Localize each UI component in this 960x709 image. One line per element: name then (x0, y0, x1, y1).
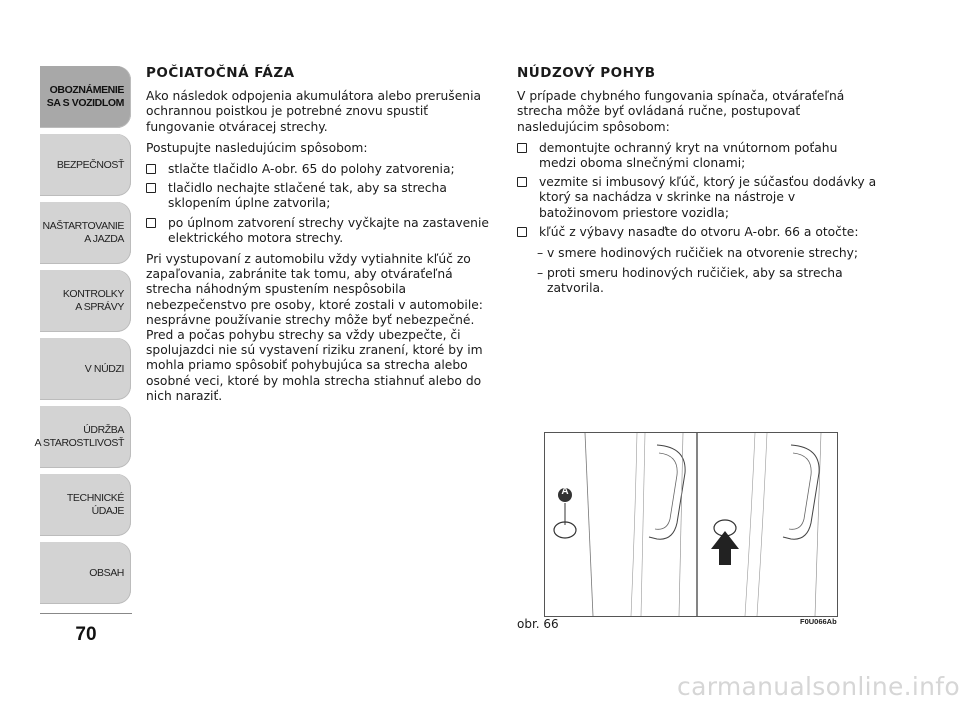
warning-paragraph: Pri vystupovaní z automobilu vždy vytiahnite kľúč zo zapaľovania, zabránite tak tomu, aby otváraťeľná strecha náhodným spustením nespôsobila nebezpečenstvo pre osoby, ktoré zostali v automobile: nesprávne používanie strechy môže byť nebezpečné. Pred a počas pohybu strechy sa vždy ubezpečte, či spolujazdci nie sú vystavení riziku zranení, ktoré by im mohla priamo spôsobiť pohybujúca sa strecha alebo osobné veci, ktoré by mohla strecha stiahnuť alebo do nich naraziť. (146, 252, 483, 403)
sidebar-tab-label: KONTROLKY (62, 288, 124, 300)
sidebar-tab[interactable] (34, 406, 131, 468)
sidebar-tab-label: NAŠTARTOVANIE (42, 220, 124, 232)
list-item: stlačte tlačidlo A-obr. 65 do polohy zatvorenia; (146, 162, 496, 177)
watermark-text: carmanualsonline.info (677, 672, 960, 701)
checkbox-bullet-icon (517, 227, 527, 237)
right-column (517, 66, 877, 302)
left-column (146, 66, 496, 410)
checkbox-bullet-icon (146, 164, 156, 174)
paragraph: Ako následok odpojenia akumulátora alebo prerušenia ochrannou poistkou je potrebné znovu spustiť fungovanie otváracej strechy. (146, 89, 482, 134)
sidebar-tab[interactable] (40, 270, 131, 332)
dash-item: – proti smeru hodinových ručičiek, aby sa strecha zatvorila. (537, 266, 843, 296)
sidebar-tab[interactable] (40, 338, 131, 400)
figure-caption: obr. 66 (517, 617, 559, 631)
sidebar-tab-label: V NÚDZI (84, 362, 124, 375)
checkbox-bullet-icon (517, 143, 527, 153)
figure-code: F0U066Ab (800, 617, 837, 626)
sidebar-tab-label: OBSAH (89, 566, 124, 579)
figure-roof-illustration (544, 432, 838, 617)
sidebar-tab-label: ÚDRŽBA (83, 424, 124, 436)
checkbox-bullet-icon (146, 183, 156, 193)
up-arrow-icon (711, 531, 739, 565)
sidebar-tab[interactable] (40, 542, 131, 604)
sidebar-tab-label: A SPRÁVY (75, 301, 124, 313)
sidebar-tab-label: OBOZNÁMENIE (49, 84, 124, 96)
sidebar-tab-label: A JAZDA (84, 233, 124, 245)
list-item: tlačidlo nechajte stlačené tak, aby sa strecha sklopením úplne zatvorila; (146, 181, 496, 211)
list-item: kľúč z výbavy nasaďte do otvoru A-obr. 66 a otočte: (517, 225, 877, 240)
sidebar-tab[interactable] (40, 134, 131, 196)
sidebar-tab[interactable] (40, 202, 131, 264)
bullet-list (517, 141, 877, 240)
dash-item: – v smere hodinových ručičiek na otvorenie strechy; (537, 246, 859, 261)
sidebar-tab-label: BEZPEČNOSŤ (56, 158, 124, 171)
sidebar-tab[interactable] (40, 474, 131, 536)
bullet-list (146, 162, 496, 246)
list-item: demontujte ochranný kryt na vnútornom poťahu medzi oboma slnečnými clonami; (517, 141, 877, 171)
list-item: po úplnom zatvorení strechy vyčkajte na zastavenie elektrického motora strechy. (146, 216, 496, 246)
sidebar-tab-label: A STAROSTLIVOSŤ (34, 437, 124, 449)
section-heading-emergency-movement: NÚDZOVÝ POHYB (517, 65, 656, 81)
page-number: 70 (75, 624, 97, 645)
list-item: vezmite si imbusový kľúč, ktorý je súčasťou dodávky a ktorý sa nachádza v skrinke na nástroje v batožinovom priestore vozidla; (517, 175, 877, 221)
sidebar-tab-label: TECHNICKÉ (66, 492, 124, 504)
roof-panel-drawing (545, 433, 837, 616)
sidebar-tab[interactable] (40, 66, 131, 128)
section-heading-initial-phase: POČIATOČNÁ FÁZA (146, 65, 295, 81)
checkbox-bullet-icon (517, 177, 527, 187)
sidebar-tab-label: SA S VOZIDLOM (46, 97, 124, 109)
marker-a-label: A (561, 486, 569, 497)
checkbox-bullet-icon (146, 218, 156, 228)
sidebar-divider (40, 613, 132, 614)
paragraph: Postupujte nasledujúcim spôsobom: (146, 140, 368, 155)
paragraph: V prípade chybného fungovania spínača, otváraťeľná strecha môže byť ovládaná ručne, postupovať nasledujúcim spôsobom: (517, 89, 845, 134)
sidebar-tab-label: ÚDAJE (91, 505, 124, 517)
